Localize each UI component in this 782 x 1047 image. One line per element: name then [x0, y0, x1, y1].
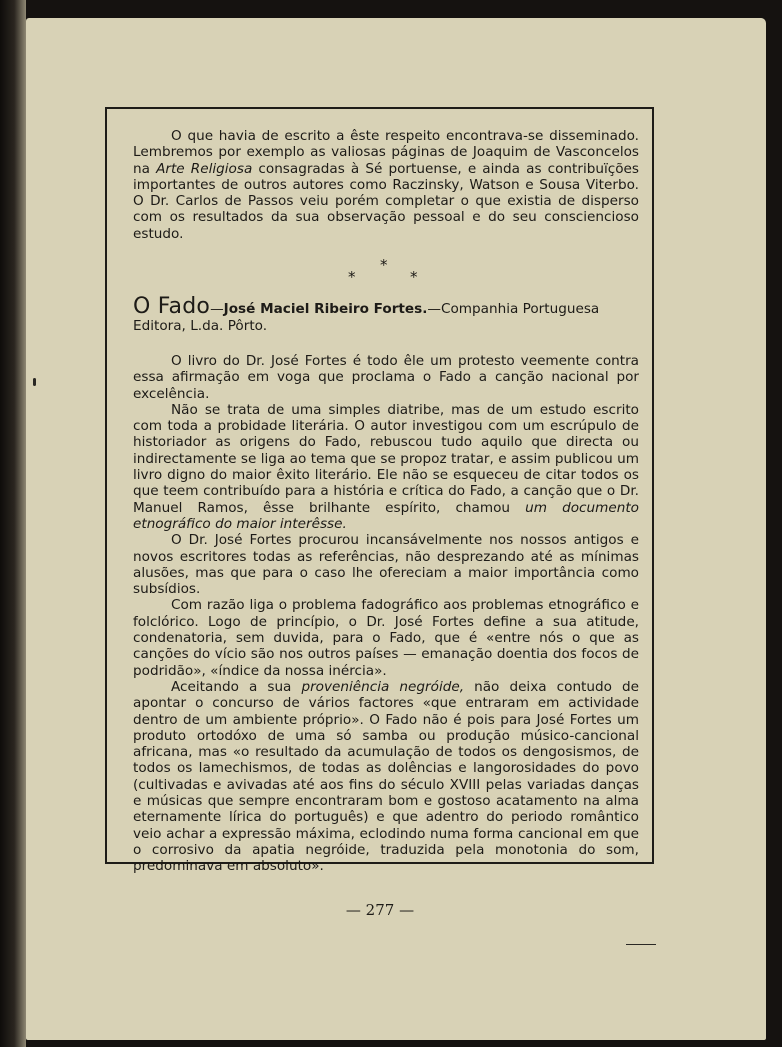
review-paragraph — [133, 597, 639, 678]
review-heading — [133, 294, 639, 335]
book-gutter — [0, 0, 26, 1047]
review-author: José Maciel Ribeiro Fortes. — [223, 301, 428, 317]
review-title: O Fado — [133, 294, 211, 319]
italic-phrase: proveniência negróide, — [301, 678, 465, 695]
text-run: O livro do Dr. José Fortes é todo êle um protesto veemente contra essa afirmação em voga que proclama o Fado a canção nacional por excelência. — [133, 353, 639, 402]
review-publisher: —Companhia Portuguesa Editora, L.da. Pôrto. — [133, 301, 600, 334]
section-separator — [300, 256, 440, 286]
review-paragraph — [133, 532, 639, 597]
review-dash: — — [210, 301, 224, 317]
review-paragraph — [133, 353, 639, 402]
text-run: O Dr. José Fortes procurou incansávelmente nos nossos antigos e novos escritores todas as referências, não desprezando até as mínimas alusões, mas que para o caso lhe ofereciam a maior importância como subsídios. — [133, 532, 639, 598]
italic-phrase: um documento etnográfico do maior interêsse. — [133, 499, 639, 532]
text-run: Aceitando a sua — [171, 678, 302, 695]
review-paragraph — [133, 402, 639, 532]
text-run: Não se trata de uma simples diatribe, mas de um estudo escrito com toda a probidade literária. O autor investigou com um escrúpulo de historiador as origens do Fado, rebuscou tudo aquilo que directa ou indirectamente se liga ao tema que se propoz tratar, e assim publicou um livro digno do maior êxito literário. Ele não se esqueceu de citar todos os que teem contribuído para a história e crítica do Fado, a canção que o Dr. Manuel Ramos, êsse brilhante espírito, chamou — [133, 401, 639, 516]
intro-paragraph — [133, 128, 639, 242]
intro-title-italic: Arte Religiosa — [156, 160, 253, 177]
intro-text-after: consagradas à Sé portuense, e ainda as contribuïções importantes de outros autores como Raczinsky, Watson e Sousa Viterbo. O Dr. Carlos de Passos veiu porém completar o que existia de disperso com os resultados da sua observação pessoal e do seu consciencioso estudo. — [133, 160, 639, 242]
asterisk-top: * — [380, 256, 388, 274]
text-run: não deixa contudo de apontar o concurso de vários factores «que entraram em actividade dentro de um ambiente próprio». O Fado não é pois para José Fortes um produto ortodóxo de uma só samba ou produção músico-cancional africana, mas «o resultado da acumulação de todos os dengosismos, de todos os lamechismos, de todas as dolências e langorosidades do povo (cultivadas e avivadas até aos fins do século XVIII pelas variadas danças e músicas que sempre encontraram bom e gostoso acatamento na alma eternamente lírica do português) e que adentro do periodo romântico veio achar a expressão máxima, eclodindo numa forma cancional em que o corrosivo da apatia negróide, traduzida pela monotonia do som, predominava em absoluto». — [133, 678, 640, 875]
review-paragraph — [133, 679, 639, 875]
asterisk-left: * — [348, 268, 356, 286]
ink-mark — [33, 378, 36, 386]
review-body — [133, 353, 639, 875]
text-run: Com razão liga o problema fadográfico aos problemas etnográfico e folclórico. Logo de princípio, o Dr. José Fortes define a sua atitude, condenatoria, sem duvida, para o Fado, que é «entre nós o que as canções do vício são nos outros países — emanação doentia dos focos de podridão», «índice da nossa inércia». — [133, 597, 639, 679]
ink-mark — [626, 944, 656, 945]
page-number: — 277 — — [345, 901, 415, 919]
intro-text-before: O que havia de escrito a êste respeito encontrava-se disseminado. Lembremos por exemplo as valiosas páginas de Joaquim de Vasconcelos na — [133, 128, 639, 177]
asterisk-right: * — [410, 268, 418, 286]
